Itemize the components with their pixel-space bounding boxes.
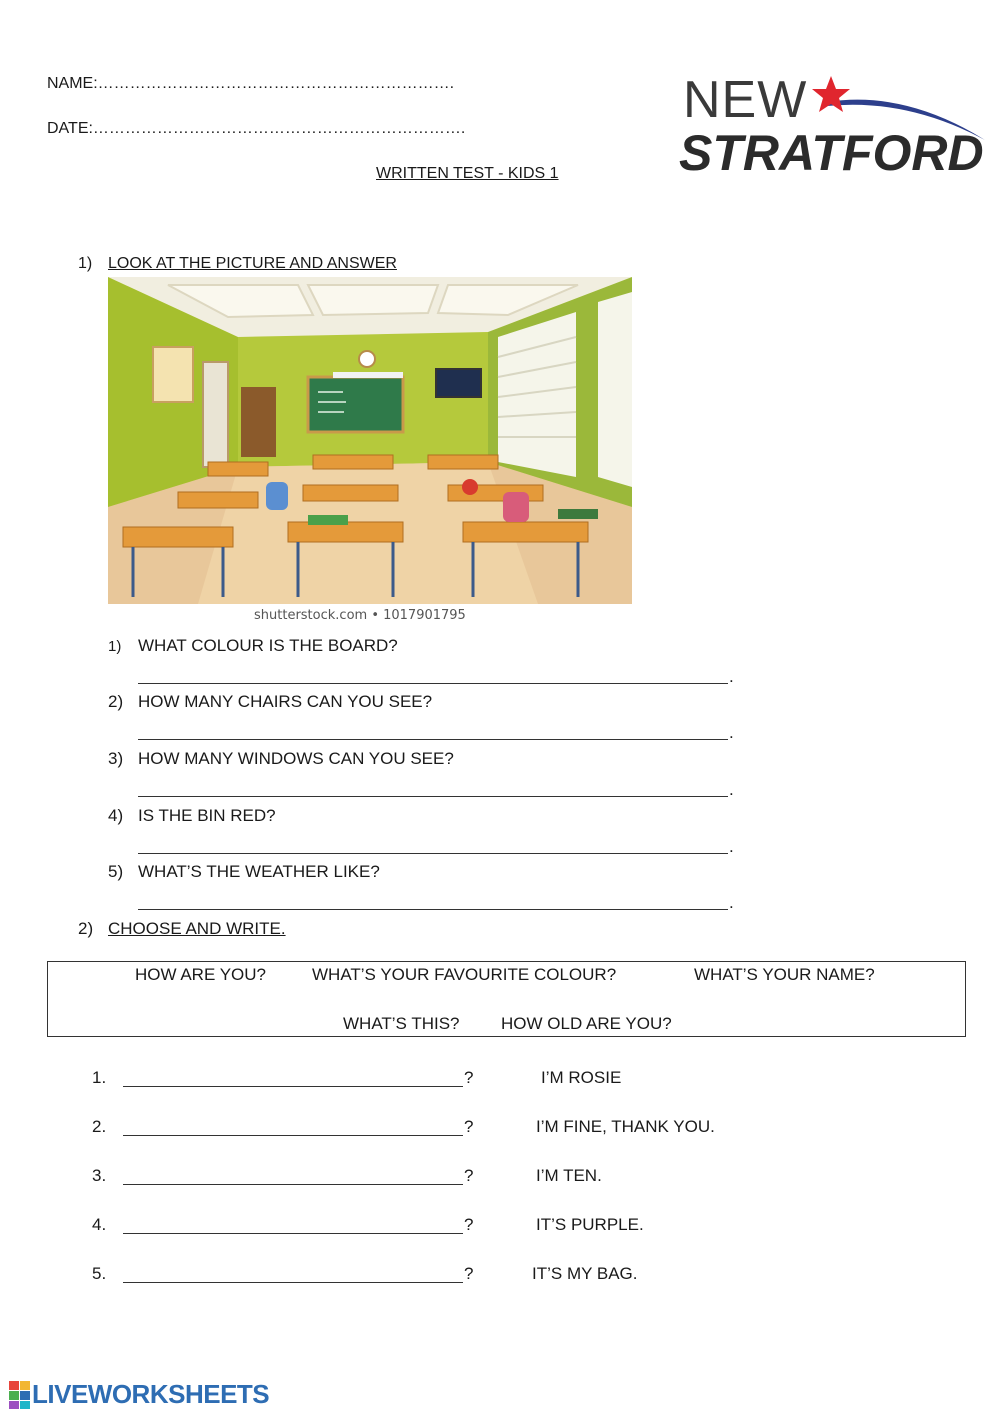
logo-star-icon (810, 74, 852, 114)
liveworksheets-blocks-icon (9, 1381, 31, 1409)
question-4-text: IS THE BIN RED? (138, 806, 276, 825)
write-item-1-line[interactable] (123, 1086, 463, 1087)
write-item-5-number: 5. (92, 1264, 107, 1283)
question-4-answer-line[interactable] (138, 853, 728, 854)
question-5-end: . (729, 893, 734, 912)
section2-instruction: CHOOSE AND WRITE. (108, 919, 286, 938)
question-5-number: 5) (108, 862, 124, 881)
logo-word-stratford: STRATFORD (679, 125, 984, 181)
write-item-1-mark: ? (464, 1068, 474, 1087)
question-5-text: WHAT’S THE WEATHER LIKE? (138, 862, 380, 881)
choice-how-old: HOW OLD ARE YOU? (501, 1014, 672, 1033)
question-1-text: WHAT COLOUR IS THE BOARD? (138, 636, 398, 655)
question-2-number: 2) (108, 692, 124, 711)
write-item-2-mark: ? (464, 1117, 474, 1136)
write-item-4-answer: IT’S PURPLE. (536, 1215, 644, 1234)
question-1-end: . (729, 667, 734, 686)
choice-your-name: WHAT’S YOUR NAME? (694, 965, 875, 984)
write-item-3-line[interactable] (123, 1184, 463, 1185)
classroom-picture (108, 277, 632, 604)
question-2-end: . (729, 723, 734, 742)
question-3-number: 3) (108, 749, 124, 768)
choice-whats-this: WHAT’S THIS? (343, 1014, 460, 1033)
question-4-number: 4) (108, 806, 124, 825)
choice-favourite-colour: WHAT’S YOUR FAVOURITE COLOUR? (312, 965, 617, 984)
write-item-5-mark: ? (464, 1264, 474, 1283)
question-3-answer-line[interactable] (138, 796, 728, 797)
image-watermark: shutterstock.com • 1017901795 (254, 608, 466, 623)
liveworksheets-brand[interactable]: LIVEWORKSHEETS (32, 1379, 270, 1409)
choice-how-are-you: HOW ARE YOU? (135, 965, 266, 984)
test-title: WRITTEN TEST - KIDS 1 (376, 165, 559, 182)
question-1-number: 1) (108, 638, 122, 655)
date-field[interactable]: DATE:……………………………………………………………. (47, 120, 466, 137)
write-item-4-line[interactable] (123, 1233, 463, 1234)
write-item-1-answer: I’M ROSIE (541, 1068, 622, 1087)
question-3-end: . (729, 780, 734, 799)
question-2-answer-line[interactable] (138, 739, 728, 740)
write-item-4-number: 4. (92, 1215, 107, 1234)
write-item-5-line[interactable] (123, 1282, 463, 1283)
question-1-answer-line[interactable] (138, 683, 728, 684)
question-4-end: . (729, 837, 734, 856)
write-item-2-line[interactable] (123, 1135, 463, 1136)
logo-word-new: NEW (683, 71, 808, 129)
question-2-text: HOW MANY CHAIRS CAN YOU SEE? (138, 692, 433, 711)
section2-number: 2) (78, 919, 94, 938)
new-stratford-logo (675, 68, 990, 188)
write-item-2-answer: I’M FINE, THANK YOU. (536, 1117, 715, 1136)
section1-instruction: LOOK AT THE PICTURE AND ANSWER (108, 255, 397, 272)
write-item-3-number: 3. (92, 1166, 107, 1185)
write-item-3-answer: I’M TEN. (536, 1166, 602, 1185)
section1-number: 1) (78, 255, 93, 272)
write-item-2-number: 2. (92, 1117, 107, 1136)
write-item-4-mark: ? (464, 1215, 474, 1234)
write-item-1-number: 1. (92, 1068, 107, 1087)
question-5-answer-line[interactable] (138, 909, 728, 910)
write-item-3-mark: ? (464, 1166, 474, 1185)
question-3-text: HOW MANY WINDOWS CAN YOU SEE? (138, 749, 454, 768)
write-item-5-answer: IT’S MY BAG. (532, 1264, 638, 1283)
name-field[interactable]: NAME:…………………………………………………………. (47, 75, 455, 92)
